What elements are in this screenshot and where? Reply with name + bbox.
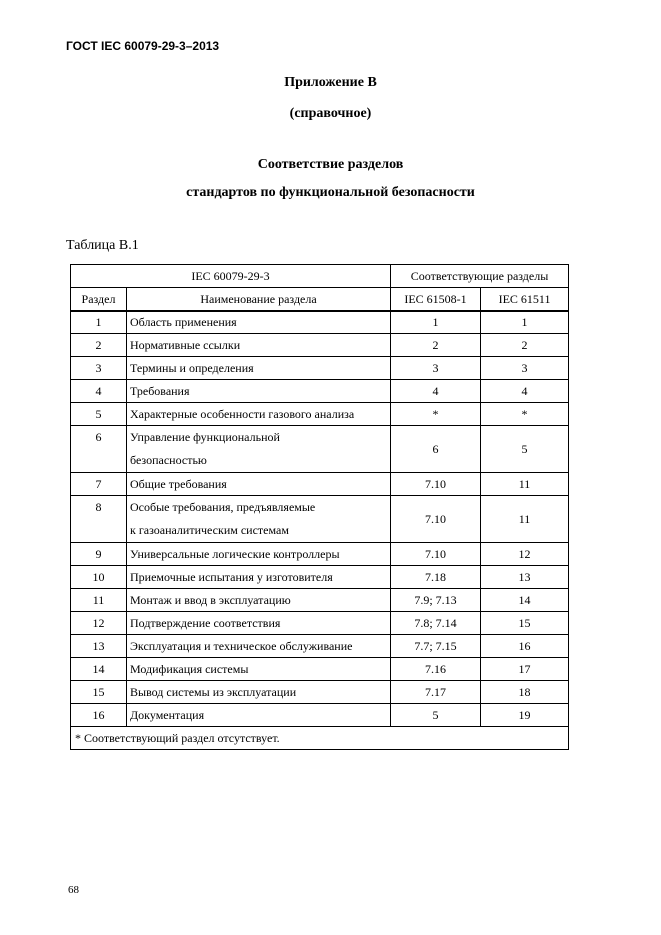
- group-header-corresponding: Соответствующие разделы: [391, 265, 569, 288]
- table-row: [71, 566, 569, 589]
- iec61508-ref: 7.17: [391, 681, 481, 704]
- iec61511-ref: *: [481, 403, 569, 426]
- iec61508-ref: 2: [391, 334, 481, 357]
- table-row: [71, 704, 569, 727]
- section-name: [127, 496, 391, 543]
- section-number: 12: [71, 612, 127, 635]
- annex-type: (справочное): [289, 106, 372, 121]
- table-footnote-row: [71, 727, 569, 750]
- section-number: 3: [71, 357, 127, 380]
- iec61511-ref: 19: [481, 704, 569, 727]
- column-header-section: Раздел: [71, 288, 127, 311]
- iec61508-ref: 7.10: [391, 473, 481, 496]
- iec61508-ref: 7.16: [391, 658, 481, 681]
- annex-heading-line2: стандартов по функциональной безопасности: [186, 185, 475, 200]
- iec61508-ref: 7.18: [391, 566, 481, 589]
- table-footnote: * Соответствующий раздел отсутствует.: [71, 727, 569, 750]
- section-name: Вывод системы из эксплуатации: [127, 681, 391, 704]
- iec61508-ref: 1: [391, 311, 481, 334]
- iec61511-ref: 1: [481, 311, 569, 334]
- section-name: Модификация системы: [127, 658, 391, 681]
- section-name: Характерные особенности газового анализа: [127, 403, 391, 426]
- document-code: ГОСТ IEC 60079-29-3–2013: [66, 39, 220, 53]
- table-row: [71, 543, 569, 566]
- iec61511-ref: 2: [481, 334, 569, 357]
- iec61511-ref: 16: [481, 635, 569, 658]
- iec61508-ref: 7.10: [391, 543, 481, 566]
- section-name: Монтаж и ввод в эксплуатацию: [127, 589, 391, 612]
- iec61508-ref: 5: [391, 704, 481, 727]
- iec61511-ref: 15: [481, 612, 569, 635]
- iec61511-ref: 11: [481, 473, 569, 496]
- section-number: 9: [71, 543, 127, 566]
- section-number: 15: [71, 681, 127, 704]
- page-number: 68: [68, 884, 79, 896]
- section-name: Нормативные ссылки: [127, 334, 391, 357]
- section-name: Документация: [127, 704, 391, 727]
- table-row: [71, 589, 569, 612]
- iec61508-ref: 7.10: [391, 496, 481, 543]
- iec61511-ref: 14: [481, 589, 569, 612]
- section-name: [127, 426, 391, 473]
- iec61508-ref: 4: [391, 380, 481, 403]
- iec61508-ref: 7.7; 7.15: [391, 635, 481, 658]
- section-number: 8: [71, 496, 127, 543]
- section-number: 11: [71, 589, 127, 612]
- table-column-header-row: [71, 288, 569, 311]
- section-number: 5: [71, 403, 127, 426]
- section-name: Термины и определения: [127, 357, 391, 380]
- table-caption: Таблица В.1: [66, 238, 139, 253]
- iec61511-ref: 11: [481, 496, 569, 543]
- annex-title: Приложение В: [284, 75, 377, 90]
- table-row: [71, 357, 569, 380]
- section-name: Подтверждение соответствия: [127, 612, 391, 635]
- table-row: [71, 380, 569, 403]
- section-number: 16: [71, 704, 127, 727]
- table-row: [71, 473, 569, 496]
- table-row: [71, 311, 569, 334]
- section-number: 7: [71, 473, 127, 496]
- column-header-name: Наименование раздела: [127, 288, 391, 311]
- column-header-iec61511: IEC 61511: [481, 288, 569, 311]
- iec61511-ref: 18: [481, 681, 569, 704]
- table-row: [71, 635, 569, 658]
- section-number: 14: [71, 658, 127, 681]
- section-number: 2: [71, 334, 127, 357]
- iec61511-ref: 3: [481, 357, 569, 380]
- section-name: Универсальные логические контроллеры: [127, 543, 391, 566]
- table-row: [71, 334, 569, 357]
- section-number: 13: [71, 635, 127, 658]
- group-header-standard: IEC 60079-29-3: [71, 265, 391, 288]
- iec61511-ref: 12: [481, 543, 569, 566]
- section-name-line: Особые требования, предъявляемые: [130, 500, 316, 514]
- iec61508-ref: 7.8; 7.14: [391, 612, 481, 635]
- table-row: [71, 496, 569, 543]
- section-name: Приемочные испытания у изготовителя: [127, 566, 391, 589]
- table-row: [71, 658, 569, 681]
- section-name-line: Управление функциональной: [130, 430, 280, 444]
- iec61511-ref: 4: [481, 380, 569, 403]
- section-number: 10: [71, 566, 127, 589]
- section-name: Требования: [127, 380, 391, 403]
- iec61508-ref: 7.9; 7.13: [391, 589, 481, 612]
- correspondence-table: [70, 264, 569, 750]
- iec61508-ref: 3: [391, 357, 481, 380]
- table-row: [71, 612, 569, 635]
- iec61511-ref: 5: [481, 426, 569, 473]
- table-body: [71, 265, 569, 750]
- iec61511-ref: 13: [481, 566, 569, 589]
- table-row: [71, 681, 569, 704]
- iec61508-ref: 6: [391, 426, 481, 473]
- section-number: 1: [71, 311, 127, 334]
- annex-heading-line1: Соответствие разделов: [257, 157, 404, 172]
- table-group-header-row: [71, 265, 569, 288]
- iec61511-ref: 17: [481, 658, 569, 681]
- section-number: 6: [71, 426, 127, 473]
- table-row: [71, 403, 569, 426]
- section-name: Область применения: [127, 311, 391, 334]
- section-number: 4: [71, 380, 127, 403]
- table-row: [71, 426, 569, 473]
- column-header-iec61508: IEC 61508-1: [391, 288, 481, 311]
- section-name-line: к газоаналитическим системам: [130, 523, 289, 537]
- iec61508-ref: *: [391, 403, 481, 426]
- section-name: Общие требования: [127, 473, 391, 496]
- section-name-line: безопасностью: [130, 453, 207, 467]
- section-name: Эксплуатация и техническое обслуживание: [127, 635, 391, 658]
